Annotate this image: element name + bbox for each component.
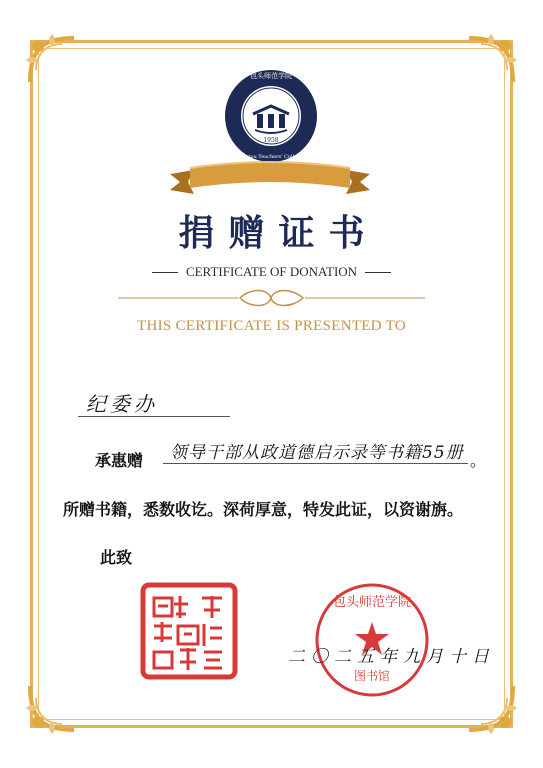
recipient-underline — [78, 416, 230, 417]
closing-text: 此致 — [100, 548, 133, 567]
emblem-ring-cn: 包头师范学院 — [250, 72, 292, 80]
recipient-name: 纪委办 — [86, 392, 158, 416]
corner-ornament-icon — [22, 30, 82, 90]
corner-ornament-icon — [461, 678, 521, 738]
round-seal-stamp — [312, 580, 432, 700]
acknowledgement-text: 所赠书籍，悉数收讫。深荷厚意，特发此证，以资谢旃。 — [63, 500, 464, 519]
dash-right — [365, 272, 391, 273]
corner-ornament-icon — [461, 30, 521, 90]
round-seal-ring-text: 包头师范学院 — [332, 595, 412, 610]
square-seal-stamp — [140, 582, 238, 680]
donation-underline — [163, 463, 468, 464]
issue-date: 二〇二五年九月十日 — [288, 647, 495, 667]
donation-period: 。 — [470, 451, 487, 470]
certificate-subtitle-row — [0, 264, 543, 280]
donation-item: 领导干部从政道德启示录等书籍55册 — [170, 443, 464, 463]
presented-to-text: THIS CERTIFICATE IS PRESENTED TO — [137, 318, 406, 334]
ornamental-divider-icon — [118, 288, 425, 308]
ribbon-banner-icon — [170, 160, 370, 200]
donation-label: 承惠赠 — [95, 451, 144, 470]
certificate-subtitle: CERTIFICATE OF DONATION — [185, 264, 358, 279]
emblem-ring-en: Baotou Teachers' College — [238, 154, 304, 160]
corner-ornament-icon — [22, 678, 82, 738]
university-emblem-logo — [221, 66, 321, 166]
emblem-year: 1958 — [263, 137, 279, 144]
dash-left — [152, 272, 178, 273]
round-seal-center-text: 图书馆 — [353, 669, 391, 683]
certificate-title: 捐赠证书 — [178, 212, 379, 254]
